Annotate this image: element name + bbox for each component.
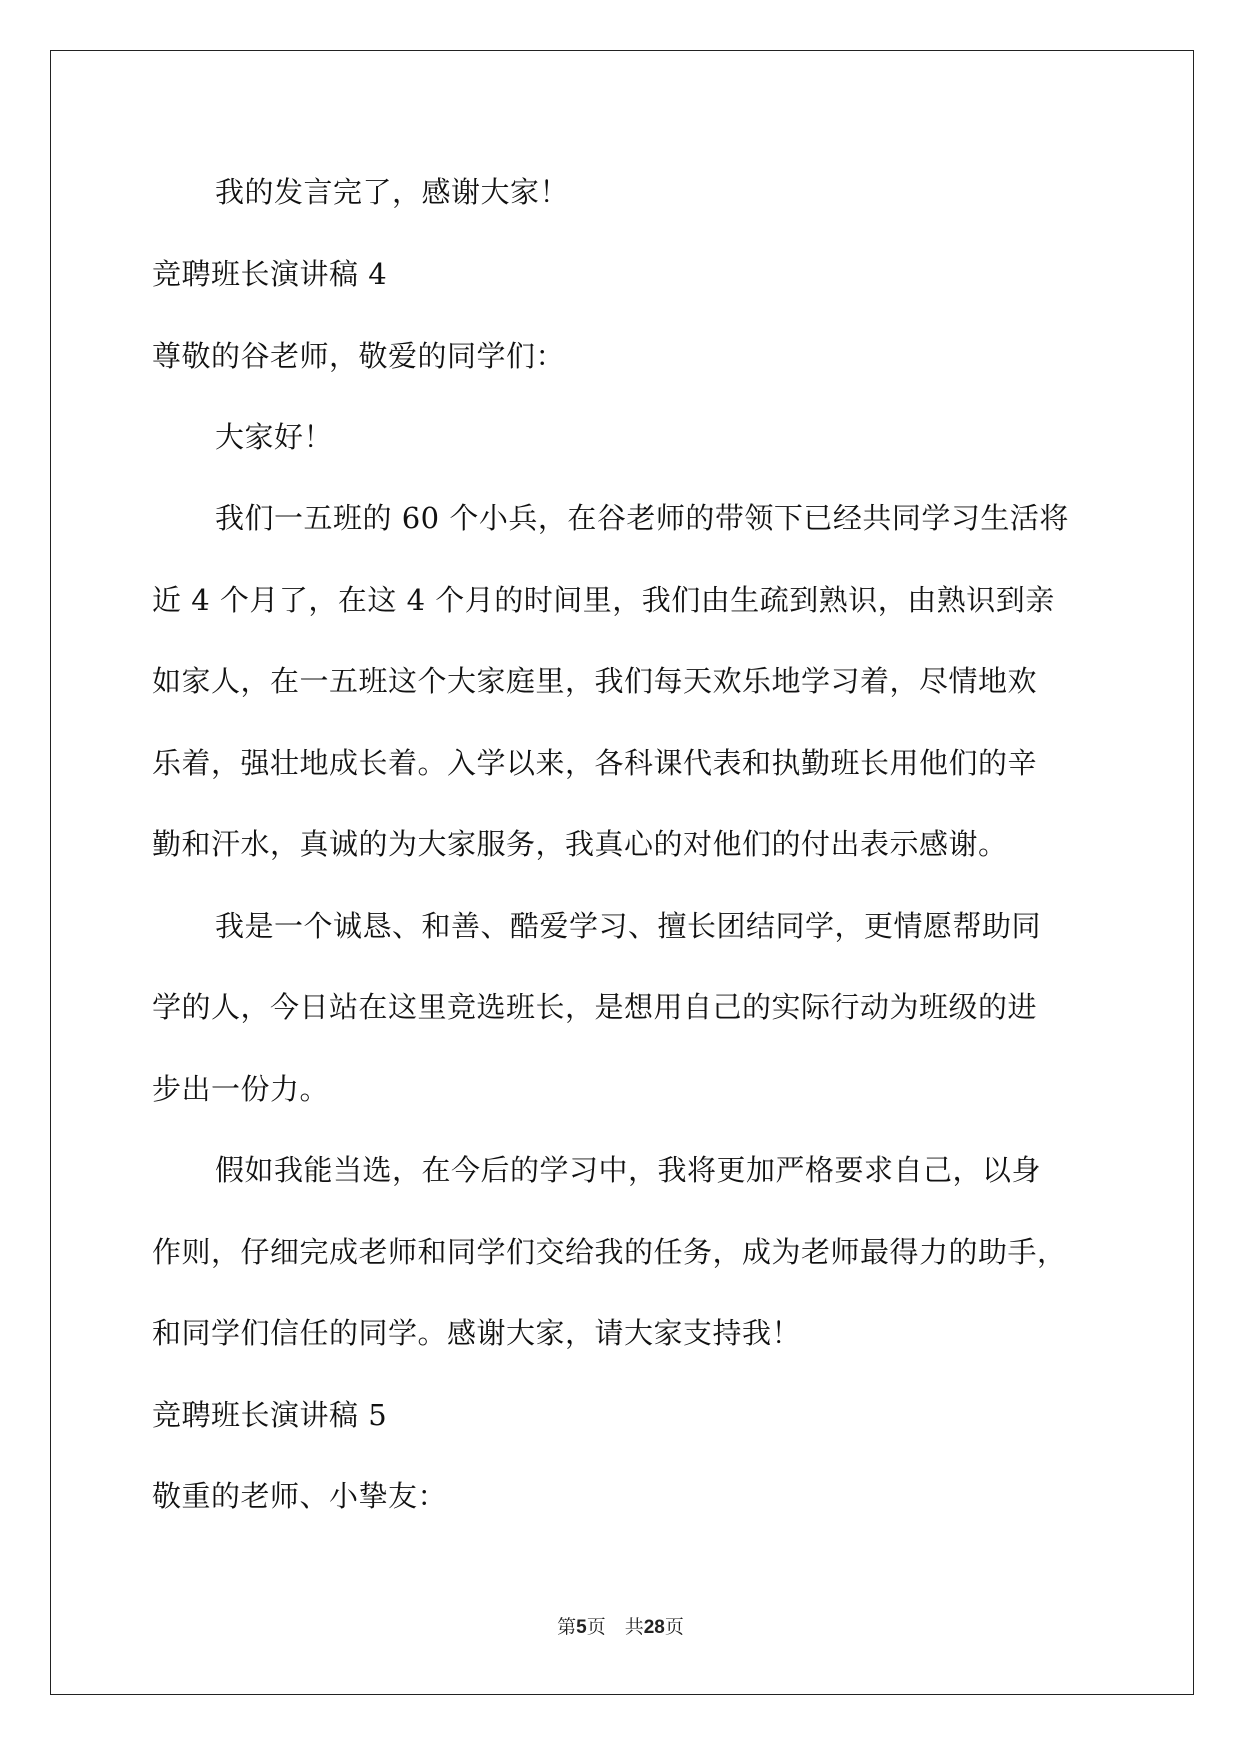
section-heading-5: 竞聘班长演讲稿 5 [152,1398,388,1432]
current-page-number: 5 [576,1617,587,1638]
paragraph-line: 如家人，在一五班这个大家庭里，我们每天欢乐地学习着，尽情地欢 [152,664,1038,698]
salutation: 敬重的老师、小挚友： [152,1479,448,1513]
paragraph-line: 和同学们信任的同学。感谢大家，请大家支持我！ [152,1316,802,1350]
page-border [50,50,1194,1695]
paragraph-line: 勤和汗水，真诚的为大家服务，我真心的对他们的付出表示感谢。 [152,827,1008,861]
greeting: 大家好！ [215,420,334,454]
paragraph-line: 步出一份力。 [152,1072,330,1106]
paragraph-line: 假如我能当选，在今后的学习中，我将更加严格要求自己，以身 [215,1153,1042,1187]
footer-middle: 页 共 [586,1616,644,1638]
paragraph-line: 学的人，今日站在这里竞选班长，是想用自己的实际行动为班级的进 [152,990,1038,1024]
footer-suffix: 页 [664,1616,684,1638]
paragraph-line: 我们一五班的 60 个小兵，在谷老师的带领下已经共同学习生活将 [215,501,1069,535]
paragraph-line: 我是一个诚恳、和善、酷爱学习、擅长团结同学，更情愿帮助同 [215,909,1042,943]
paragraph-line: 乐着，强壮地成长着。入学以来，各科课代表和执勤班长用他们的辛 [152,746,1038,780]
total-page-number: 28 [643,1617,665,1638]
salutation: 尊敬的谷老师，敬爱的同学们： [152,339,566,373]
footer-prefix: 第 [557,1616,577,1638]
paragraph-line: 近 4 个月了，在这 4 个月的时间里，我们由生疏到熟识，由熟识到亲 [152,583,1055,617]
page-footer [0,1612,1241,1639]
section-heading-4: 竞聘班长演讲稿 4 [152,257,388,291]
paragraph-line: 作则，仔细完成老师和同学们交给我的任务，成为老师最得力的助手， [152,1235,1067,1269]
closing-line: 我的发言完了，感谢大家！ [215,175,570,209]
